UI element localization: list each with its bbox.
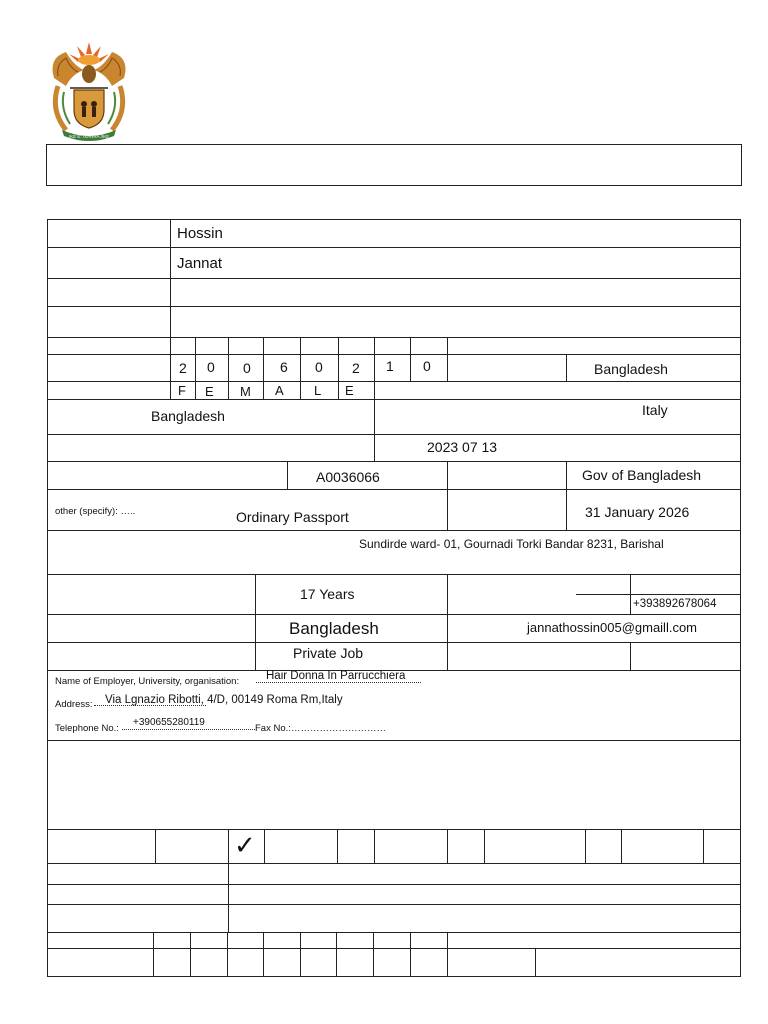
- motto-text: !KE E: /XARRA //KE: [68, 134, 110, 139]
- dob-digit: 0: [243, 360, 251, 376]
- dob-digit: 1: [386, 358, 394, 374]
- sex-letter: L: [314, 383, 322, 398]
- fax-label: Fax No.:: [255, 723, 291, 734]
- dob-digit: 0: [315, 359, 323, 375]
- occupation-value: Private Job: [293, 645, 364, 661]
- country-value: Bangladesh: [289, 619, 379, 638]
- fax-value: …………………………: [291, 723, 386, 734]
- header-box: [46, 144, 742, 186]
- date-value: 2023 07 13: [427, 439, 498, 455]
- check-mark-icon: ✓: [234, 831, 256, 861]
- dob-digit: 0: [423, 358, 431, 374]
- address-value: Sundirde ward- 01, Gournadi Torki Bandar 8231, Barishal: [359, 537, 664, 551]
- expiry-value: 31 January 2026: [585, 504, 690, 520]
- email-value: jannathossin005@gmaill.com: [527, 620, 698, 635]
- given-names-value: Jannat: [177, 255, 223, 272]
- dob-digit: 2: [352, 360, 360, 376]
- coat-of-arms-icon: [44, 38, 134, 144]
- sex-letter: E: [205, 384, 214, 399]
- nationality-value: Bangladesh: [151, 408, 225, 424]
- issued-by-value: Gov of Bangladesh: [582, 467, 702, 483]
- other-specify-label: other (specify): …..: [55, 506, 136, 517]
- employer-label: Name of Employer, University, organisation:: [55, 676, 240, 687]
- telephone-value: +390655280119: [133, 717, 205, 728]
- sex-letter: M: [240, 384, 251, 399]
- passport-number-value: A0036066: [316, 469, 380, 485]
- phone-value: +393892678064: [633, 598, 717, 610]
- sex-letter: A: [275, 383, 284, 398]
- employer-value: Hair Donna In Parrucchiera: [266, 670, 406, 682]
- employer-address-value: Via Lgnazio Ribotti, 4/D, 00149 Roma Rm,Italy: [105, 694, 343, 706]
- employer-address-label: Address:: [55, 699, 93, 710]
- telephone-label: Telephone No.:: [55, 723, 119, 734]
- passport-type-value: Ordinary Passport: [236, 509, 349, 525]
- dob-digit: 6: [280, 359, 288, 375]
- destination-value: Italy: [642, 402, 668, 418]
- sex-letter: E: [345, 383, 354, 398]
- birth-country-value: Bangladesh: [594, 361, 668, 377]
- surname-value: Hossin: [177, 225, 223, 242]
- dob-digit: 0: [207, 359, 215, 375]
- dob-digit: 2: [179, 360, 187, 376]
- sex-letter: F: [178, 383, 186, 398]
- duration-value: 17 Years: [300, 586, 355, 602]
